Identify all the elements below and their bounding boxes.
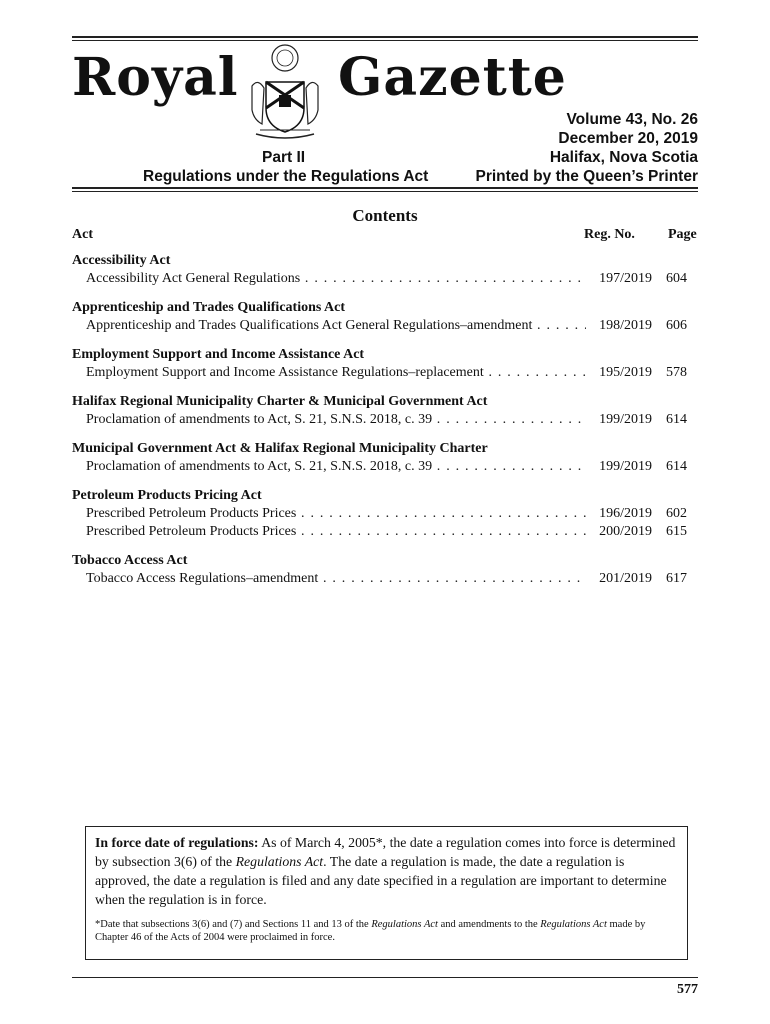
toc-entry[interactable] — [72, 523, 698, 541]
entry-page: 606 — [666, 318, 687, 333]
entry-title: Prescribed Petroleum Products Prices . . . — [86, 505, 592, 523]
act-heading: Accessibility Act — [72, 253, 171, 268]
entry-title: Apprenticeship and Trades Qualifications Act General Regulations–amendment . . . — [86, 317, 592, 335]
masthead-rule-thin — [72, 191, 698, 192]
entry-title: Prescribed Petroleum Products Prices . . . — [86, 523, 592, 541]
entry-page: 614 — [666, 412, 687, 427]
contents-title: Contents — [352, 206, 418, 225]
footnote-part-2: and amendments to the — [437, 919, 541, 930]
act-heading: Apprenticeship and Trades Qualifications Act — [72, 300, 346, 315]
toc-entry[interactable] — [72, 505, 698, 523]
entry-reg-no: 199/2019 — [586, 458, 652, 476]
toc-group — [72, 299, 698, 335]
bottom-rule — [72, 977, 698, 978]
top-rule — [72, 36, 698, 38]
entry-reg-no: 199/2019 — [586, 411, 652, 429]
entry-reg-no: 197/2019 — [586, 270, 652, 288]
toc-group — [72, 252, 698, 288]
notice-body-1: As of March 4, 2005*, the date a regulation comes into force is determined by subsection 3(6) of the — [95, 835, 676, 869]
entry-title: Accessibility Act General Regulations . . . — [86, 270, 592, 288]
entry-page: 615 — [666, 524, 687, 539]
part-label: Part II — [262, 149, 306, 166]
act-heading: Employment Support and Income Assistance Act — [72, 347, 365, 362]
footnote-act-ref-2: Regulations Act — [540, 919, 607, 930]
top-rule-thin — [72, 40, 698, 41]
toc-entry[interactable] — [72, 270, 698, 288]
footnote-part-1: *Date that subsections 3(6) and (7) and Sections 11 and 13 of the — [95, 919, 372, 930]
notice-text — [95, 833, 678, 909]
entry-title: Tobacco Access Regulations–amendment . . . — [86, 570, 592, 588]
entry-reg-no: 201/2019 — [586, 570, 652, 588]
entry-title: Proclamation of amendments to Act, S. 21, S.N.S. 2018, c. 39 . . . — [86, 411, 592, 429]
gazette-subtitle: Regulations under the Regulations Act — [143, 168, 429, 185]
masthead-title-right: Gazette — [338, 47, 567, 108]
entry-page: 602 — [666, 506, 687, 521]
act-heading: Municipal Government Act & Halifax Regional Municipality Charter — [72, 441, 488, 456]
act-heading: Tobacco Access Act — [72, 553, 188, 568]
place: Halifax, Nova Scotia — [549, 149, 698, 166]
toc-group — [72, 440, 698, 476]
notice-act-ref: Regulations Act — [235, 854, 324, 869]
toc-group — [72, 346, 698, 382]
footnote-act-ref-1: Regulations Act — [371, 919, 438, 930]
entry-title: Proclamation of amendments to Act, S. 21, S.N.S. 2018, c. 39 . . . — [86, 458, 592, 476]
act-heading: Halifax Regional Municipality Charter & Municipal Government Act — [72, 394, 488, 409]
footnote-part-3: made by Chapter 46 of the Acts of 2004 were proclaimed in force. — [95, 919, 646, 943]
printer-line: Printed by the Queen’s Printer — [475, 168, 698, 185]
entry-reg-no: 198/2019 — [586, 317, 652, 335]
toc-entry[interactable] — [72, 411, 698, 429]
entry-page: 614 — [666, 459, 687, 474]
column-page: Page — [668, 227, 697, 242]
toc-entry[interactable] — [72, 570, 698, 588]
toc-group — [72, 487, 698, 541]
masthead-title-left: Royal — [72, 47, 239, 108]
in-force-notice — [85, 826, 688, 960]
entry-page: 578 — [666, 365, 687, 380]
volume-issue: Volume 43, No. 26 — [566, 111, 698, 128]
issue-date: December 20, 2019 — [558, 130, 698, 147]
toc-group — [72, 393, 698, 429]
notice-label: In force date of regulations: — [95, 835, 259, 850]
entry-page: 604 — [666, 271, 687, 286]
page-number: 577 — [677, 982, 698, 997]
table-of-contents — [72, 252, 698, 599]
entry-reg-no: 195/2019 — [586, 364, 652, 382]
toc-entry[interactable] — [72, 317, 698, 335]
entry-title: Employment Support and Income Assistance Regulations–replacement . . . — [86, 364, 592, 382]
notice-body-2: . The date a regulation is made, the date a regulation is approved, the date a regulation is filed and any date specified in a regulation are important to determine when the regulation is in force. — [95, 854, 667, 907]
toc-entry[interactable] — [72, 458, 698, 476]
column-act: Act — [72, 227, 93, 242]
toc-group — [72, 552, 698, 588]
act-heading: Petroleum Products Pricing Act — [72, 488, 262, 503]
toc-entry[interactable] — [72, 364, 698, 382]
column-reg-no: Reg. No. — [584, 227, 635, 242]
notice-footnote — [95, 918, 678, 944]
entry-page: 617 — [666, 571, 687, 586]
masthead-rule — [72, 187, 698, 189]
entry-reg-no: 200/2019 — [586, 523, 652, 541]
entry-reg-no: 196/2019 — [586, 505, 652, 523]
coat-of-arms-crest — [246, 42, 324, 142]
